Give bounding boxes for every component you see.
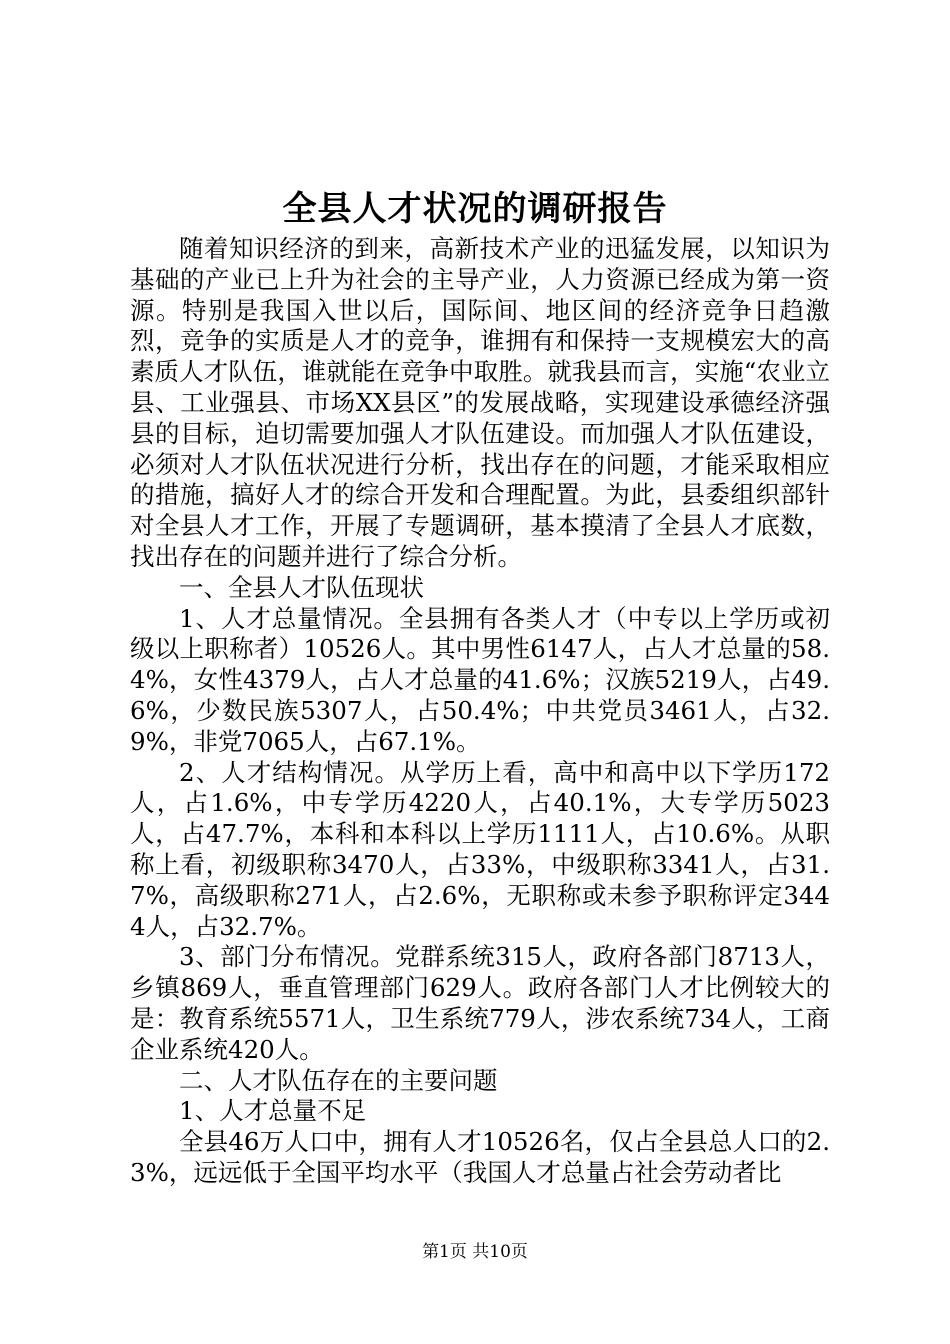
paragraph-talent-shortage: 全县46万人口中，拥有人才10526名，仅占全县总人口的2.3%，远远低于全国平均水平（我国人才总量占社会劳动者比 (130, 1127, 830, 1187)
subsection-heading-1: 1、人才总量不足 (179, 1096, 367, 1126)
paragraph-talent-structure: 2、人才结构情况。从学历上看，高中和高中以下学历172人，占1.6%，中专学历4220人，占40.1%，大专学历5023人，占47.7%，本科和本科以上学历1111人，占10.6%。从职称上看，初级职称3470人，占33%，中级职称3341人，占31.7%，高级职称271人，占2.6%，无职称或未参予职称评定3444人，占32.7%。 (130, 757, 830, 941)
section-heading-1: 一、全县人才队伍现状 (179, 572, 424, 602)
document-body (130, 234, 830, 1189)
document-title: 全县人才状况的调研报告 (282, 189, 668, 229)
page-footer: 第1页 共10页 (422, 1242, 528, 1262)
section-heading-2: 二、人才队伍存在的主要问题 (179, 1065, 498, 1095)
paragraph-total-talent: 1、人才总量情况。全县拥有各类人才（中专以上学历或初级以上职称者）10526人。其中男性6147人，占人才总量的58.4%，女性4379人，占人才总量的41.6%；汉族5219人，占49.6%，少数民族5307人，占50.4%；中共党员3461人，占32.9%，非党7065人，占67.1%。 (130, 603, 830, 756)
paragraph-department-distribution: 3、部门分布情况。党群系统315人，政府各部门8713人，乡镇869人，垂直管理部门629人。政府各部门人才比例较大的是：教育系统5571人，卫生系统779人，涉农系统734人，工商企业系统420人。 (130, 942, 830, 1064)
paragraph-intro: 随着知识经济的到来，高新技术产业的迅猛发展，以知识为基础的产业已上升为社会的主导产业，人力资源已经成为第一资源。特别是我国入世以后，国际间、地区间的经济竞争日趋激烈，竞争的实质是人才的竞争，谁拥有和保持一支规模宏大的高素质人才队伍，谁就能在竞争中取胜。就我县而言，实施“农业立县、工业强县、市场XX县区”的发展战略，实现建设承德经济强县的目标，迫切需要加强人才队伍建设。而加强人才队伍建设，必须对人才队伍状况进行分析，找出存在的问题，才能采取相应的措施，搞好人才的综合开发和合理配置。为此，县委组织部针对全县人才工作，开展了专题调研，基本摸清了全县人才底数，找出存在的问题并进行了综合分析。 (130, 234, 830, 571)
